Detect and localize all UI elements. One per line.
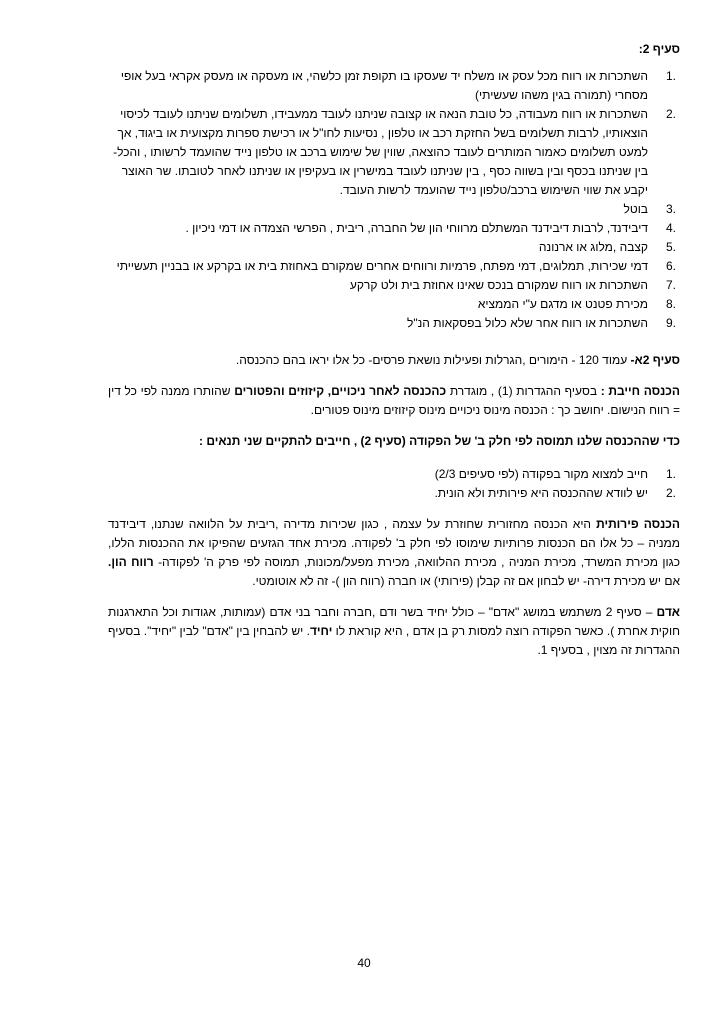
list-text: דמי שכירות, תמלוגים, דמי מפתח, פרמיות ורווחים אחרים שמקורם באחוזת בית או בקרקע או בבניין תעשייתי xyxy=(116,259,648,273)
conditions-list xyxy=(108,465,680,503)
list-item xyxy=(108,465,680,484)
list-item xyxy=(108,238,680,257)
document-body xyxy=(108,40,680,660)
list-number: .2 xyxy=(665,107,676,121)
list-item xyxy=(108,67,680,105)
list-text: בוטל xyxy=(623,202,648,216)
list-item xyxy=(108,200,680,219)
list-item xyxy=(108,484,680,503)
paragraph-text: עמוד 120 - הימורים ,הגרלות ופעילות נושאת פרסים- כל אלו יראו בהם כהכנסה. xyxy=(235,353,631,367)
list-number: .6 xyxy=(665,259,676,273)
paragraph-text: היא הכנסה מחזורית שחוזרת על עצמה , כגון שכירות מדירה ,ריבית על הלוואה שנתנו, דיבידנד ממניה – כל אלו הם הכנסות פרותיות שימוסו לפי חלק ב' לפקודה. מכירת אחד הגזעים שהפיקו את ההכנסות הללו, כגון מכירת המשרד, מכירת המניה , מכירת ההלוואה, מכירת מפעל/מכונות, תמוסה לפי פרק ה' לפקודה- xyxy=(108,517,681,569)
section-heading: סעיף 2: xyxy=(638,42,680,56)
bold-term: יחיד xyxy=(309,624,333,638)
bold-term: הכנסה חייבת : xyxy=(600,384,681,398)
list-text: השתכרות או רווח אחר שלא כלול בפסקאות הנ"ל xyxy=(407,316,648,330)
list-number: .1 xyxy=(665,69,676,83)
list-number: .7 xyxy=(665,278,676,292)
bold-term: כהכנסה לאחר ניכויים, קיזוזים והפטורים xyxy=(234,384,447,398)
list-text: מכירת פטנט או מדגם ע"י הממציא xyxy=(477,297,648,311)
list-item xyxy=(108,276,680,295)
list-text: השתכרות או רווח שמקורם בנכס שאינו אחוזת בית ולט קרקע xyxy=(349,278,648,292)
list-text: חייב למצוא מקור בפקודה (לפי סעיפים 2/3) xyxy=(434,467,648,481)
list-text: השתכרות או רווח מעבודה, כל טובת הנאה או קצובה שניתנו לעובד ממעבידו, תשלומים שניתנו לעובד לכיסוי הוצאותיו, לרבות תשלומים בשל החזקת רכב או טלפון , נסיעות לחו"ל או רכישת ספרות מקצועית או ביגוד, אך למעט תשלומים כאמור המותרים לעובד כהוצאה, שווין של שימוש ברכב או טלפון נייד שהועמד לרשותו , והכל- בין שניתנו בכסף ובין בשווה כסף , בין שניתנו לעובד במישרין או בעקיפין או שניתנו לאחר לטובתו. שר האוצר יקבע את שווי השימוש ברכב/טלפון נייד שהועמד לרשות העובד. xyxy=(113,107,648,197)
income-sources-list xyxy=(108,67,680,333)
paragraph-text: . יש להבחין בין "אדם" לבין "יחיד". בסעיף ההגדרות זה מצוין , בסעיף 1. xyxy=(108,624,680,657)
gambling-paragraph xyxy=(108,351,680,370)
bold-term: הכנסה פירותית xyxy=(596,517,680,531)
list-text: קצבה ,מלוג או ארנונה xyxy=(538,240,648,254)
conditions-heading: כדי שההכנסה שלנו תמוסה לפי חלק ב' של הפקודה (סעיף 2) , חייבים להתקיים שני תנאים : xyxy=(199,434,680,448)
list-number: .4 xyxy=(665,221,676,235)
page-number: 40 xyxy=(357,956,371,970)
bold-term: סעיף 2א- xyxy=(630,353,680,367)
list-text: דיבידנד, לרבות דיבידנד המשתלם מרווחי הון של החברה, ריבית , הפרשי הצמדה או דמי ניכיון . xyxy=(185,221,648,235)
bold-term: רווח הון. xyxy=(108,555,154,569)
list-number: .1 xyxy=(665,467,676,481)
list-item xyxy=(108,295,680,314)
list-number: .9 xyxy=(665,316,676,330)
list-item xyxy=(108,314,680,333)
paragraph-text: אם יש מכירת דירה- יש לבחון אם זה קבלן (פירותי) או חברה (רווח הון )- זה לא אוטומטי. xyxy=(252,574,680,588)
list-number: .8 xyxy=(665,297,676,311)
list-item xyxy=(108,257,680,276)
list-number: .3 xyxy=(665,202,676,216)
list-text: יש לוודא שההכנסה היא פירותית ולא הונית. xyxy=(434,486,648,500)
bold-term: אדם xyxy=(656,605,680,619)
list-number: .2 xyxy=(665,486,676,500)
list-text: השתכרות או רווח מכל עסק או משלח יד שעסקו בו תקופת זמן כלשהי, או מעסקה או מעסק אקראי בעל אופי מסחרי (תמורה בגין משהו שעשיתי) xyxy=(120,69,648,102)
taxable-income-paragraph xyxy=(108,382,680,420)
list-item xyxy=(108,105,680,200)
periodic-income-paragraph xyxy=(108,515,680,591)
paragraph-text: – סעיף 2 משתמש במושג "אדם" – כולל יחיד בשר ודם ,חברה וחבר בני אדם (עמותות, אגודות וכל התארגנות חוקית אחרת ). כאשר הפקודה רוצה למסות רק בן אדם , היא קוראת לו xyxy=(108,605,680,638)
list-number: .5 xyxy=(665,240,676,254)
paragraph-text: שהותרו ממנה לפי כל דין = רווח הנישום. יחושב כך : הכנסה מינוס ניכויים מינוס קיזוזים מינוס פטורים. xyxy=(108,384,680,417)
paragraph-text: בסעיף ההגדרות (1) , מוגדרת xyxy=(446,384,601,398)
list-item xyxy=(108,219,680,238)
person-definition-paragraph xyxy=(108,603,680,660)
